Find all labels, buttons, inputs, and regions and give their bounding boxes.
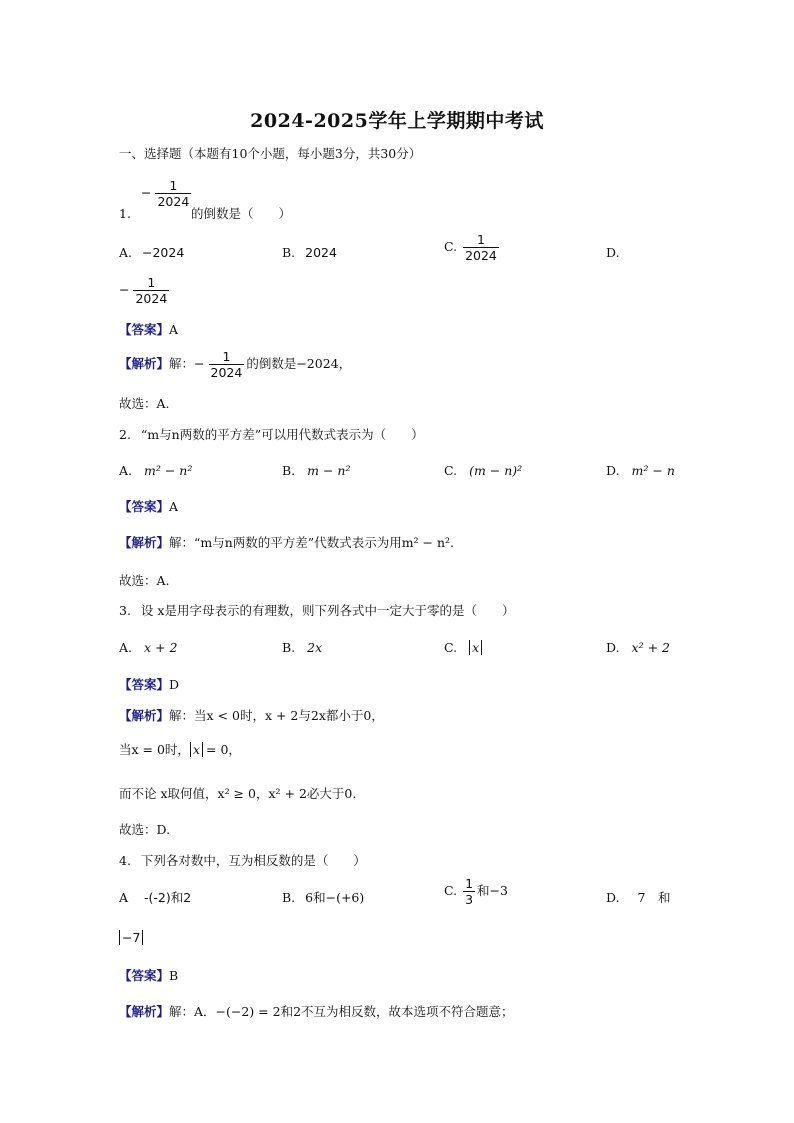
absolute-value: x: [469, 640, 482, 655]
q1-choice: 故选：A.: [119, 396, 170, 411]
option-label: A.: [119, 245, 133, 260]
option-label: C.: [444, 239, 458, 254]
q3-option-c: C. x: [444, 640, 482, 656]
q1-fraction-wrap: − $\frac{1}{2024}$: [141, 178, 190, 209]
q3-stem: 3. 设 x是用字母表示的有理数，则下列各式中一定大于零的是（ ）: [119, 603, 515, 618]
q2-answer: 【答案】A: [119, 499, 179, 514]
q4-analysis: 【解析】解：A．−(−2) = 2和2不互为相反数，故本选项不符合题意；: [119, 1004, 514, 1019]
q3-option-b: B. 2x: [282, 640, 323, 655]
q2-analysis: 【解析】解：“m与n两数的平方差”代数式表示为用m² − n².: [119, 535, 455, 550]
q4-answer: 【答案】B: [119, 968, 179, 983]
q4-option-b: B. 6和−(+6): [282, 890, 365, 905]
q3-analysis-line3: 而不论 x取何值，x² ≥ 0，x² + 2必大于0.: [119, 786, 357, 801]
q1-option-d-value: − $\frac{1}{2024}$: [119, 275, 168, 306]
q1-option-d: D.: [606, 245, 620, 260]
option-fraction: $\frac{1}{2024}$: [135, 275, 168, 306]
q3-option-d: D. x² + 2: [606, 640, 670, 655]
q3-analysis-line2: 当x = 0时， x = 0，: [119, 742, 241, 757]
q3-choice: 故选：D.: [119, 822, 171, 837]
q1-number: 1.: [119, 206, 131, 221]
answer-label: 【答案】: [119, 322, 170, 337]
q1-option-c: [444, 232, 501, 263]
absolute-value: −7: [119, 930, 143, 945]
option-text: 2024: [305, 245, 337, 260]
option-text: −2024: [142, 245, 185, 260]
q4-option-a: A -(-2)和2: [119, 890, 192, 905]
q4-option-c: C. $\frac{1}{3}$ 和−3: [444, 876, 508, 907]
q1-analysis: 【解析】解：− $\frac{1}{2024}$ 的倒数是−2024，: [119, 349, 352, 380]
q2-option-a: A. m² − n²: [119, 463, 193, 478]
section-heading: 一、选择题（本题有10个小题，每小题3分，共30分）: [119, 146, 422, 161]
q4-option-d: D. 7 和: [606, 890, 671, 905]
q4-stem: 4. 下列各对数中，互为相反数的是（ ）: [119, 853, 366, 868]
analysis-fraction: $\frac{1}{2024}$: [210, 349, 243, 380]
option-label: B.: [282, 245, 296, 260]
q2-choice: 故选：A.: [119, 573, 170, 588]
option-fraction: $\frac{1}{2024}$: [465, 232, 497, 263]
answer-value: A: [169, 322, 179, 337]
q2-option-b: B. m − n²: [282, 463, 351, 478]
page-title: 2024-2025学年上学期期中考试: [250, 110, 544, 132]
absolute-value: x: [190, 742, 203, 757]
option-fraction: $\frac{1}{3}$: [465, 876, 474, 907]
q2-option-c: C. (m − n)²: [444, 463, 523, 478]
q2-option-d: D. m² − n: [606, 463, 675, 478]
q2-stem: 2. “m与n两数的平方差”可以用代数式表示为（ ）: [119, 427, 424, 442]
q3-option-a: A. x + 2: [119, 640, 178, 655]
q1-fraction-den: 2024: [157, 194, 190, 209]
analysis-label: 【解析】: [119, 356, 170, 371]
q3-analysis: 【解析】解：当x < 0时，x + 2与2x都小于0，: [119, 708, 384, 723]
q1-fraction: [155, 178, 191, 209]
q4-option-d-cont: [119, 930, 143, 946]
q1-stem: 的倒数是（ ）: [191, 206, 292, 221]
q3-answer: 【答案】D: [119, 677, 180, 692]
q1-option-b: [282, 245, 337, 261]
q1-option-a: [119, 245, 184, 261]
q1-answer: [119, 322, 178, 338]
q1-fraction-num: 1: [169, 178, 178, 193]
